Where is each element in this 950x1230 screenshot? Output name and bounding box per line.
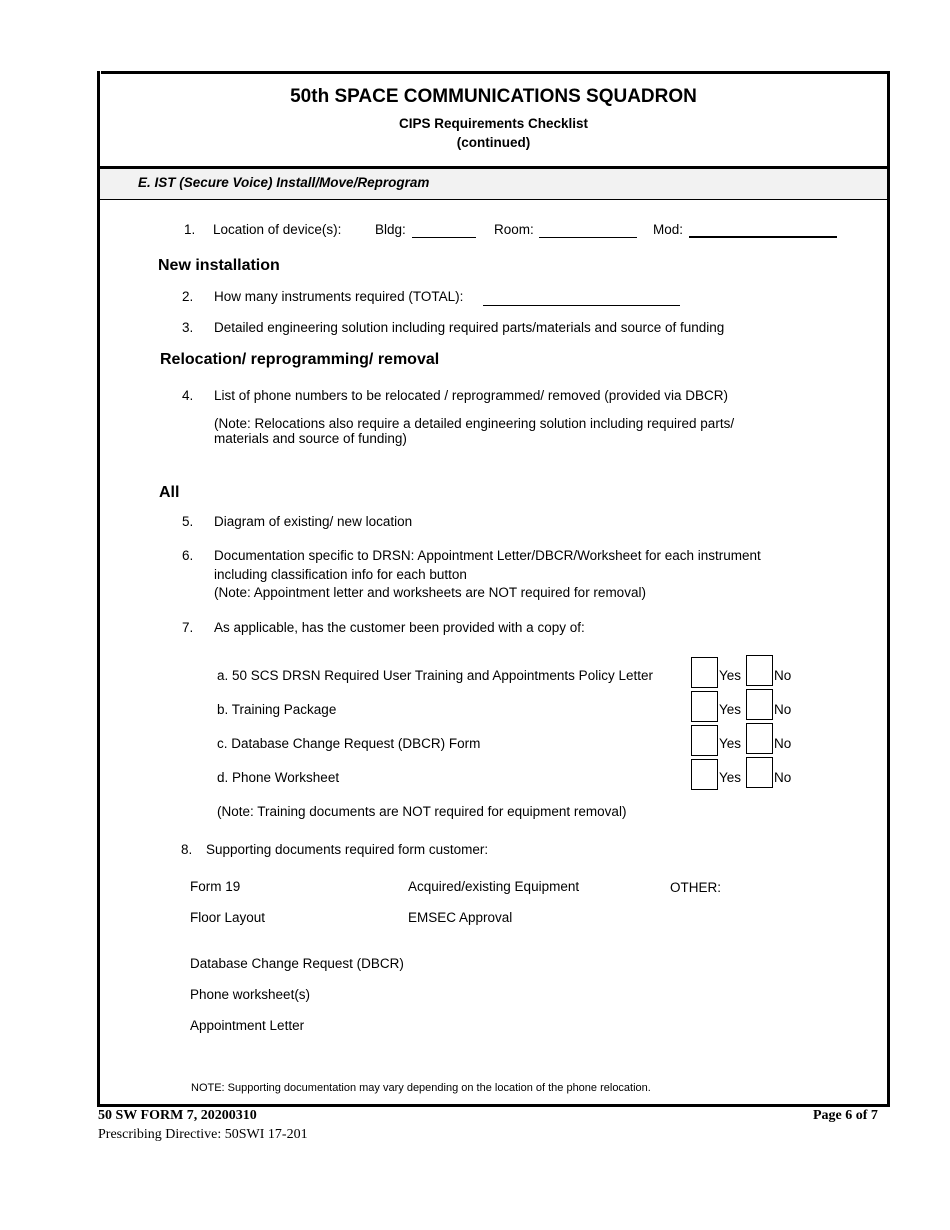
item5-number: 5.	[182, 514, 194, 529]
item4-label: List of phone numbers to be relocated / reprogrammed/ removed (provided via DBCR)	[214, 388, 728, 403]
relocation-note-line1: (Note: Relocations also require a detailed engineering solution including required parts/	[214, 416, 735, 431]
dbcr-option: Database Change Request (DBCR)	[190, 956, 404, 971]
item3-label: Detailed engineering solution including required parts/materials and source of funding	[214, 320, 725, 335]
item7b-no-label: No	[774, 702, 792, 717]
section-title: E. IST (Secure Voice) Install/Move/Reprogram	[138, 175, 430, 190]
item7b-yes-label: Yes	[719, 702, 742, 717]
item7d-no-label: No	[774, 770, 792, 785]
continued-label: (continued)	[456, 135, 531, 150]
mod-field[interactable]	[689, 236, 837, 238]
relocation-heading: Relocation/ reprogramming/ removal	[160, 351, 440, 368]
prescribing-directive: Prescribing Directive: 50SWI 17-201	[98, 1127, 308, 1142]
item4-number: 4.	[182, 388, 194, 403]
item7b-yes-checkbox[interactable]	[691, 691, 718, 722]
floor-layout-option: Floor Layout	[190, 910, 266, 925]
appointment-letter-option: Appointment Letter	[190, 1018, 305, 1033]
new-installation-heading: New installation	[158, 257, 280, 274]
item7c-yes-checkbox[interactable]	[691, 725, 718, 756]
item7-label: As applicable, has the customer been provided with a copy of:	[214, 620, 585, 635]
item7d-yes-label: Yes	[719, 770, 742, 785]
form19-option: Form 19	[190, 879, 241, 894]
item7c-label: c. Database Change Request (DBCR) Form	[217, 736, 481, 751]
all-heading: All	[159, 484, 180, 501]
bldg-label: Bldg:	[375, 222, 406, 237]
section-header	[100, 166, 887, 200]
acquired-equipment-option: Acquired/existing Equipment	[408, 879, 580, 894]
item7d-label: d. Phone Worksheet	[217, 770, 340, 785]
item7d-yes-checkbox[interactable]	[691, 759, 718, 790]
item7b-label: b. Training Package	[217, 702, 337, 717]
instrument-count-field[interactable]	[483, 305, 680, 306]
relocation-note-line2: materials and source of funding)	[214, 431, 407, 446]
item5-label: Diagram of existing/ new location	[214, 514, 413, 529]
item6-line1: Documentation specific to DRSN: Appointment Letter/DBCR/Worksheet for each instrument	[214, 548, 761, 563]
page-number: Page 6 of 7	[813, 1108, 878, 1123]
emsec-approval-option: EMSEC Approval	[408, 910, 513, 925]
room-field[interactable]	[539, 237, 637, 238]
item7c-no-checkbox[interactable]	[746, 723, 773, 754]
page-title: 50th SPACE COMMUNICATIONS SQUADRON	[290, 86, 697, 107]
item7a-label: a. 50 SCS DRSN Required User Training and Appointments Policy Letter	[217, 668, 653, 683]
item7a-no-label: No	[774, 668, 792, 683]
item8-label: Supporting documents required form customer:	[206, 842, 489, 857]
item7a-yes-checkbox[interactable]	[691, 657, 718, 688]
item7c-no-label: No	[774, 736, 792, 751]
bldg-field[interactable]	[412, 237, 476, 238]
room-label: Room:	[494, 222, 534, 237]
form-id: 50 SW FORM 7, 20200310	[98, 1108, 257, 1123]
item6-line2: including classification info for each button	[214, 567, 467, 582]
item8-number: 8.	[181, 842, 193, 857]
item7-note: (Note: Training documents are NOT required for equipment removal)	[217, 804, 627, 819]
item2-number: 2.	[182, 289, 194, 304]
item6-number: 6.	[182, 548, 194, 563]
other-option: OTHER:	[670, 880, 722, 895]
bottom-note: NOTE: Supporting documentation may vary depending on the location of the phone relocation.	[191, 1082, 651, 1094]
item7d-no-checkbox[interactable]	[746, 757, 773, 788]
item7-number: 7.	[182, 620, 194, 635]
checklist-subtitle: CIPS Requirements Checklist	[398, 116, 589, 131]
item7b-no-checkbox[interactable]	[746, 689, 773, 720]
item2-label: How many instruments required (TOTAL):	[214, 289, 464, 304]
item7c-yes-label: Yes	[719, 736, 742, 751]
mod-label: Mod:	[653, 222, 684, 237]
item7a-yes-label: Yes	[719, 668, 742, 683]
item1-number: 1.	[184, 222, 196, 237]
phone-worksheets-option: Phone worksheet(s)	[190, 987, 311, 1002]
item1-label: Location of device(s):	[213, 222, 342, 237]
item6-line3: (Note: Appointment letter and worksheets are NOT required for removal)	[214, 585, 646, 600]
item7a-no-checkbox[interactable]	[746, 655, 773, 686]
item3-number: 3.	[182, 320, 194, 335]
